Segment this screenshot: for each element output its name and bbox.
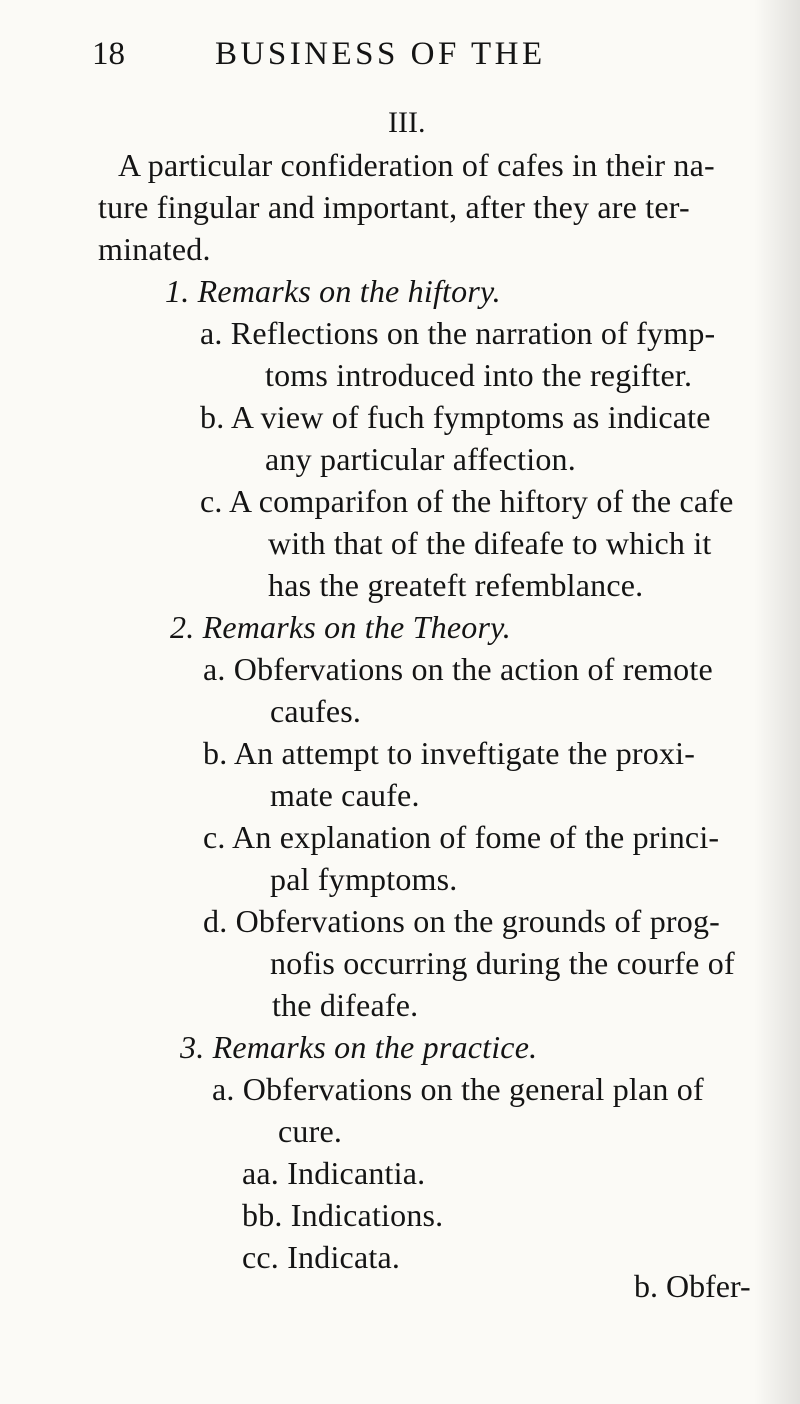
sub-list-item: aa. Indicantia. xyxy=(242,1155,426,1191)
list-item: c. A comparifon of the hiftory of the cafe xyxy=(200,483,734,519)
list-item: c. An explanation of fome of the princi- xyxy=(203,819,720,855)
list-item: b. A view of fuch fymptoms as indicate xyxy=(200,399,711,435)
section-number: III. xyxy=(388,106,426,139)
list-item-continued: caufes. xyxy=(270,693,362,729)
list-item: b. An attempt to inveftigate the proxi- xyxy=(203,735,696,771)
catchword: b. Obfer- xyxy=(634,1268,751,1304)
list-item: d. Obfervations on the grounds of prog- xyxy=(203,903,721,939)
list-item: a. Obfervations on the general plan of xyxy=(212,1071,704,1107)
sub-list-item: bb. Indications. xyxy=(242,1197,444,1233)
intro-line: A particular confideration of cafes in their na- xyxy=(118,147,715,183)
list-item-continued: mate caufe. xyxy=(270,777,420,813)
sub-list-item: cc. Indicata. xyxy=(242,1239,401,1275)
part-heading-theory: 2. Remarks on the Theory. xyxy=(170,609,511,645)
list-item-continued: with that of the difeafe to which it xyxy=(268,525,712,561)
list-item-continued: pal fymptoms. xyxy=(270,861,458,897)
list-item-continued: nofis occurring during the courfe of xyxy=(270,945,735,981)
page-number: 18 xyxy=(92,36,125,72)
list-item-continued: has the greateft refemblance. xyxy=(268,567,644,603)
page-edge-shadow xyxy=(754,0,800,1404)
part-heading-practice: 3. Remarks on the practice. xyxy=(180,1029,538,1065)
running-title: BUSINESS OF THE xyxy=(215,36,546,72)
intro-line: ture fingular and important, after they are ter- xyxy=(98,189,690,225)
list-item: a. Obfervations on the action of remote xyxy=(203,651,713,687)
list-item-continued: cure. xyxy=(278,1113,343,1149)
list-item-continued: the difeafe. xyxy=(272,987,419,1023)
list-item: a. Reflections on the narration of fymp- xyxy=(200,315,716,351)
part-heading-history: 1. Remarks on the hiftory. xyxy=(165,273,501,309)
list-item-continued: any particular affection. xyxy=(265,441,576,477)
list-item-continued: toms introduced into the regifter. xyxy=(265,357,693,393)
intro-line: minated. xyxy=(98,231,211,267)
